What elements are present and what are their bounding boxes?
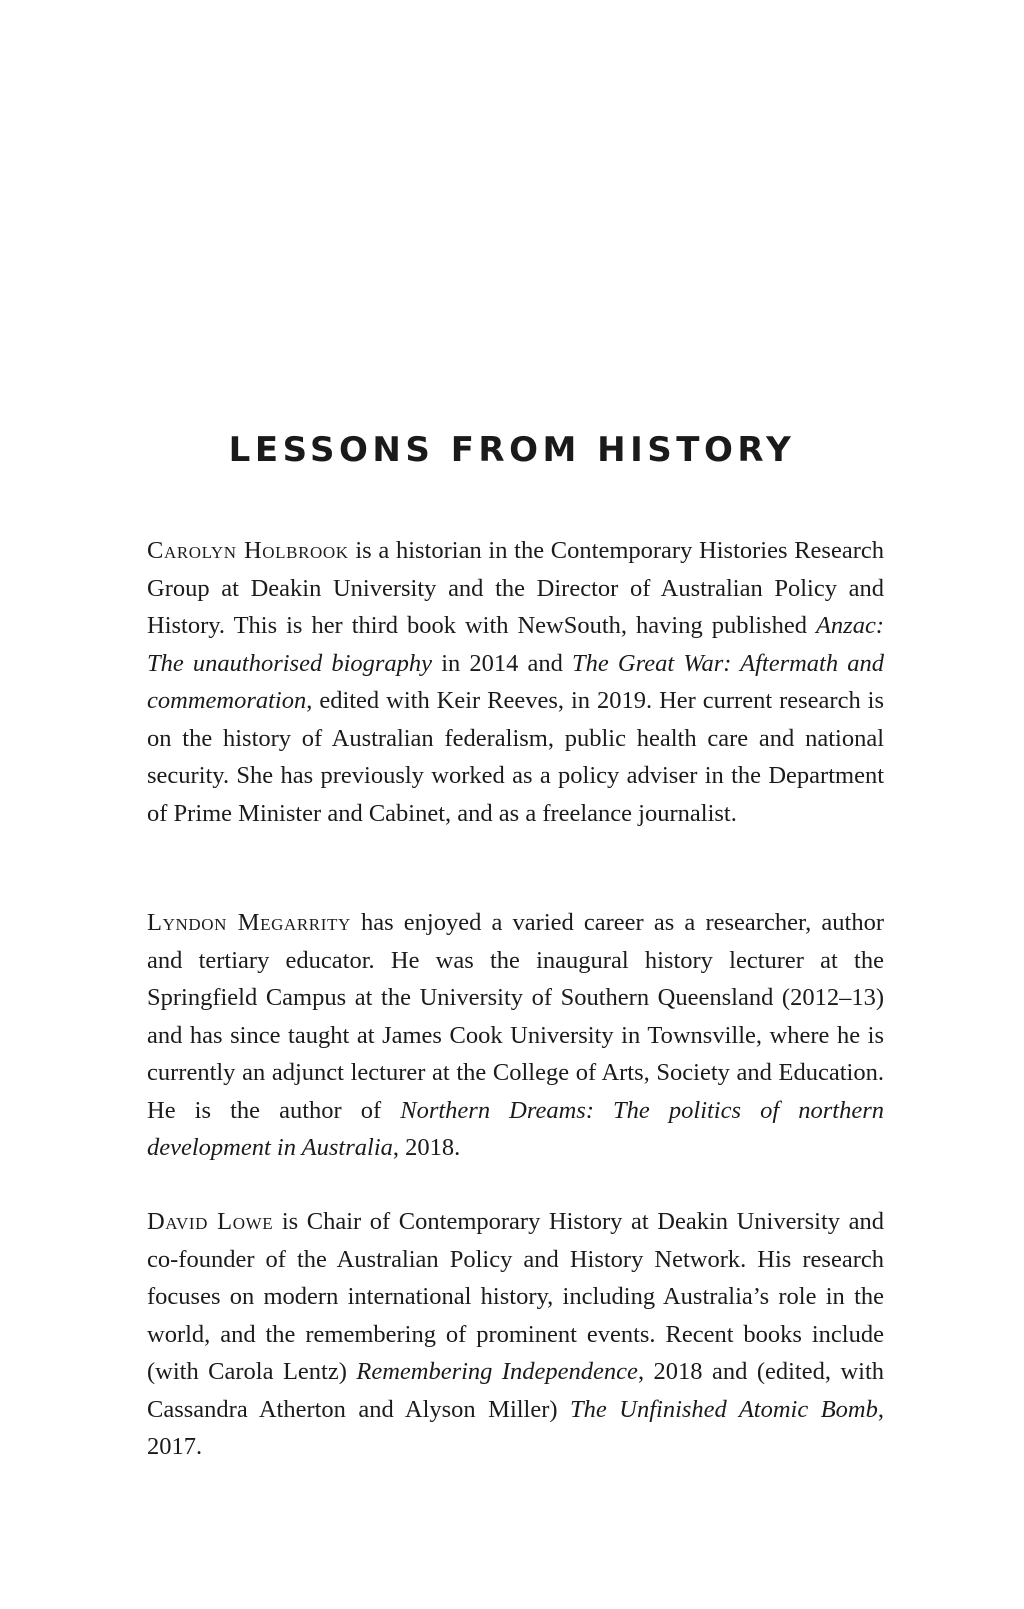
page-title: LESSONS FROM HISTORY — [228, 430, 796, 470]
bio-text: in 2014 and — [432, 649, 573, 677]
bio-text: , 2018. — [392, 1134, 461, 1161]
book-title: Anzac: The unauthorised biography — [147, 612, 884, 677]
book-title: Northern Dreams: The politics of northern development in Australia — [147, 1096, 884, 1161]
bio-text: is Chair of Contemporary History at Deakin University and co-founder of the Australian Policy and History Network. His research focuses on modern international history, including Australia’s role in the world, and the remembering of prominent events. Recent books include (with Carola Lentz) — [147, 1208, 885, 1385]
author-bio-megarrity — [147, 904, 884, 1167]
bio-text: is a historian in the Contemporary Histories Research Group at Deakin University and the Director of Australian Policy and History. This is her third book with NewSouth, having published — [147, 537, 884, 639]
bio-text: , edited with Keir Reeves, in 2019. Her current research is on the history of Australian federalism, public health care and national security. She has previously worked as a policy adviser in the Department of Prime Minister and Cabinet, and as a freelance journalist. — [147, 687, 884, 827]
bio-text: has enjoyed a varied career as a researcher, author and tertiary educator. He was the inaugural history lecturer at the Springfield Campus at the University of Southern Queensland (2012–13) and has since taught at James Cook University in Townsville, where he is currently an adjunct lecturer at the College of Arts, Society and Education. He is the author of — [147, 909, 884, 1124]
book-title: Remembering Independence — [356, 1358, 638, 1385]
author-name: Carolyn Holbrook — [147, 537, 349, 564]
author-name: Lyndon Megarrity — [147, 909, 351, 936]
book-title: The Unfinished Atomic Bomb — [570, 1395, 878, 1423]
bio-text: , 2018 and (edited, with Cassandra Atherton and Alyson Miller) — [147, 1358, 885, 1423]
author-name: David Lowe — [147, 1208, 274, 1235]
author-bio-holbrook — [147, 532, 884, 832]
bio-text: , 2017. — [147, 1395, 884, 1460]
author-bio-lowe — [147, 1203, 884, 1466]
book-title: The Great War: Aftermath and commemoration — [147, 649, 884, 714]
